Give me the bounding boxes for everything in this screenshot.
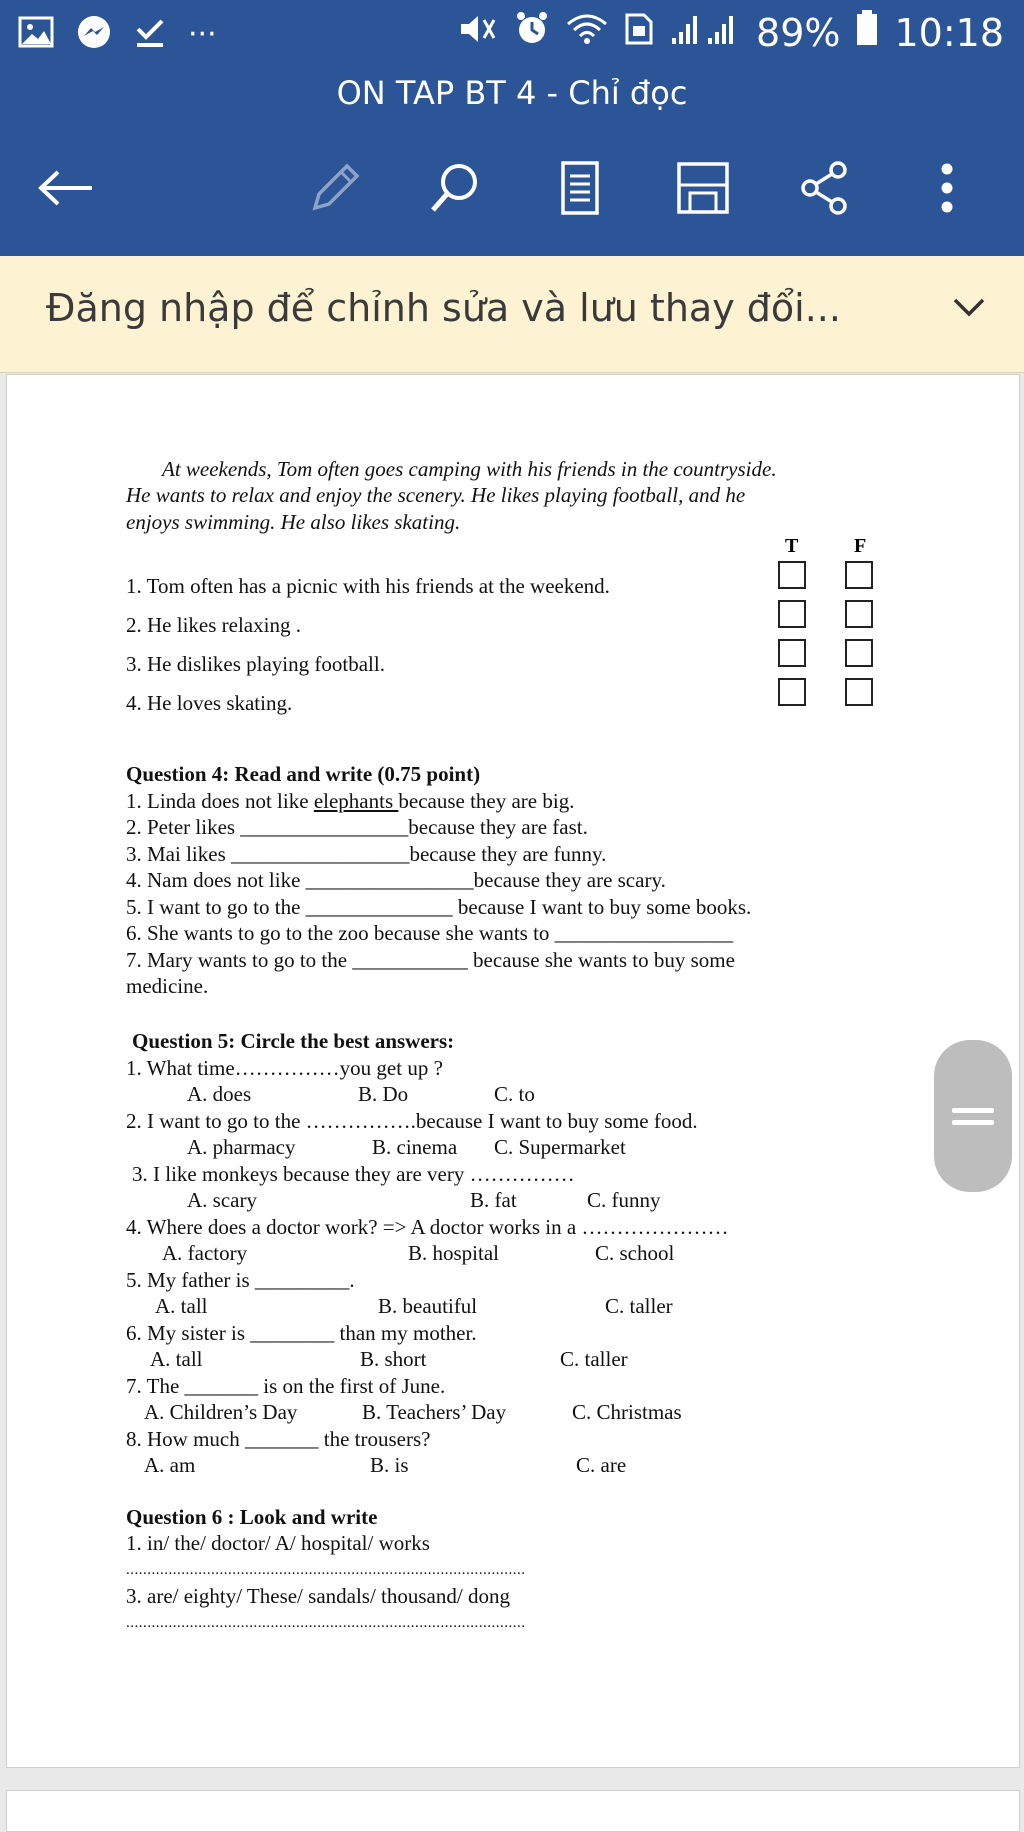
battery-percent: 89% <box>756 10 841 55</box>
sim-icon <box>624 11 654 55</box>
q4-text: 1. Linda does not like <box>126 789 314 813</box>
document-view-icon <box>560 160 600 220</box>
signal-icon <box>670 11 740 55</box>
q5-option-a[interactable]: A. factory <box>162 1241 248 1265</box>
fast-scroll-handle[interactable] <box>934 1040 1012 1192</box>
passage-line: At weekends, Tom often goes camping with his friends in the countryside. <box>162 457 777 481</box>
q4-line: 2. Peter likes ________________because they are fast. <box>126 815 588 839</box>
clock: 10:18 <box>894 10 1004 55</box>
false-checkbox[interactable] <box>845 561 873 589</box>
q4-line: 6. She wants to go to the zoo because she wants to _________________ <box>126 921 734 945</box>
status-bar <box>0 0 1024 72</box>
statement: 1. Tom often has a picnic with his friends at the weekend. <box>126 574 610 598</box>
edit-button[interactable] <box>300 150 370 230</box>
question-5-heading: Question 5: Circle the best answers: <box>132 1029 455 1053</box>
q5-option-a[interactable]: A. tall <box>150 1347 203 1371</box>
passage-line: enjoys swimming. He also likes skating. <box>126 510 461 534</box>
q5-option-a[interactable]: A. scary <box>187 1188 257 1212</box>
gallery-icon <box>18 16 54 52</box>
q6-line: 3. are/ eighty/ These/ sandals/ thousand/ dong <box>126 1584 510 1608</box>
true-checkbox[interactable] <box>778 678 806 706</box>
q5-option-b[interactable]: B. fat <box>470 1188 517 1212</box>
q5-option-b[interactable]: B. hospital <box>408 1241 500 1265</box>
q5-question: 3. I like monkeys because they are very …………… <box>132 1162 575 1186</box>
q5-option-a[interactable]: A. Children’s Day <box>144 1400 298 1424</box>
false-column-label: F <box>854 535 867 557</box>
document-title: ON TAP BT 4 - Chỉ đọc <box>336 74 688 112</box>
q5-option-a[interactable]: A. tall <box>155 1294 208 1318</box>
q5-question: 6. My sister is ________ than my mother. <box>126 1321 477 1345</box>
false-checkbox[interactable] <box>845 600 873 628</box>
q5-option-c[interactable]: C. funny <box>587 1188 661 1212</box>
mute-icon <box>458 11 498 55</box>
statement: 2. He likes relaxing . <box>126 613 301 637</box>
false-checkbox[interactable] <box>845 639 873 667</box>
true-checkbox[interactable] <box>778 639 806 667</box>
chevron-down-icon[interactable] <box>952 296 986 322</box>
share-button[interactable] <box>790 150 860 230</box>
q5-option-c[interactable]: C. are <box>576 1453 627 1477</box>
q5-option-c[interactable]: C. to <box>494 1082 535 1106</box>
answer-dotted-line[interactable]: .............................................................................................. <box>126 1615 526 1631</box>
messenger-icon <box>76 14 112 54</box>
q5-question: 8. How much _______ the trousers? <box>126 1427 431 1451</box>
q5-option-c[interactable]: C. school <box>595 1241 675 1265</box>
sign-in-message: Đăng nhập để chỉnh sửa và lưu thay đổi... <box>46 286 841 330</box>
q5-option-c[interactable]: C. Supermarket <box>494 1135 626 1159</box>
false-checkbox[interactable] <box>845 678 873 706</box>
true-checkbox[interactable] <box>778 561 806 589</box>
kebab-menu-icon <box>940 162 954 218</box>
q5-option-b[interactable]: B. Teachers’ Day <box>362 1400 507 1424</box>
back-button[interactable] <box>30 150 100 230</box>
battery-icon <box>856 10 878 55</box>
alarm-icon <box>514 10 550 55</box>
statement: 4. He loves skating. <box>126 691 293 715</box>
q5-option-c[interactable]: C. taller <box>560 1347 628 1371</box>
q4-line <box>126 788 574 815</box>
search-icon <box>427 160 483 220</box>
more-options-button[interactable] <box>912 150 982 230</box>
true-column-label: T <box>785 535 799 557</box>
pencil-icon <box>307 160 363 220</box>
sign-in-banner[interactable] <box>0 256 1024 373</box>
q5-question: 2. I want to go to the …………….because I want to buy some food. <box>126 1109 698 1133</box>
reading-view-button[interactable] <box>545 150 615 230</box>
download-done-icon <box>134 15 166 53</box>
q4-text: because they are big. <box>398 789 575 813</box>
toolbar <box>0 150 1024 230</box>
q4-example-answer: elephants <box>313 789 399 813</box>
q4-line: 3. Mai likes _________________because they are funny. <box>126 842 607 866</box>
true-checkbox[interactable] <box>778 600 806 628</box>
answer-dotted-line[interactable]: .............................................................................................. <box>126 1562 526 1578</box>
q6-line: 1. in/ the/ doctor/ A/ hospital/ works <box>126 1531 430 1555</box>
q5-option-b[interactable]: B. is <box>370 1453 409 1477</box>
q5-question: 1. What time……………you get up ? <box>126 1056 443 1080</box>
q5-option-b[interactable]: B. cinema <box>372 1135 458 1159</box>
q5-question: 7. The _______ is on the first of June. <box>126 1374 446 1398</box>
share-icon <box>798 160 852 220</box>
q5-option-a[interactable]: A. pharmacy <box>187 1135 296 1159</box>
passage-line: He wants to relax and enjoy the scenery. He likes playing football, and he <box>126 483 746 507</box>
more-notifications: ··· <box>188 16 217 52</box>
q5-option-b[interactable]: B. Do <box>358 1082 409 1106</box>
q5-option-a[interactable]: A. am <box>144 1453 196 1477</box>
arrow-left-icon <box>36 168 94 212</box>
wifi-icon <box>566 11 608 55</box>
question-6-heading: Question 6 : Look and write <box>126 1505 378 1529</box>
q5-option-c[interactable]: C. Christmas <box>572 1400 682 1424</box>
q5-option-a[interactable]: A. does <box>187 1082 252 1106</box>
q4-line: 4. Nam does not like ________________because they are scary. <box>126 868 666 892</box>
q4-line: medicine. <box>126 974 209 998</box>
q4-line: 7. Mary wants to go to the ___________ because she wants to buy some <box>126 948 735 972</box>
next-document-page <box>6 1790 1020 1832</box>
q5-question: 5. My father is _________. <box>126 1268 355 1292</box>
question-4-heading: Question 4: Read and write (0.75 point) <box>126 762 481 786</box>
q4-line: 5. I want to go to the ______________ because I want to buy some books. <box>126 895 752 919</box>
search-button[interactable] <box>420 150 490 230</box>
app-header <box>0 0 1024 256</box>
save-icon <box>676 161 730 219</box>
q5-question: 4. Where does a doctor work? => A doctor works in a ………………… <box>126 1215 729 1239</box>
save-button[interactable] <box>668 150 738 230</box>
q5-option-c[interactable]: C. taller <box>605 1294 673 1318</box>
q5-option-b[interactable]: B. short <box>360 1347 427 1371</box>
statement: 3. He dislikes playing football. <box>126 652 385 676</box>
q5-option-b[interactable]: B. beautiful <box>378 1294 478 1318</box>
